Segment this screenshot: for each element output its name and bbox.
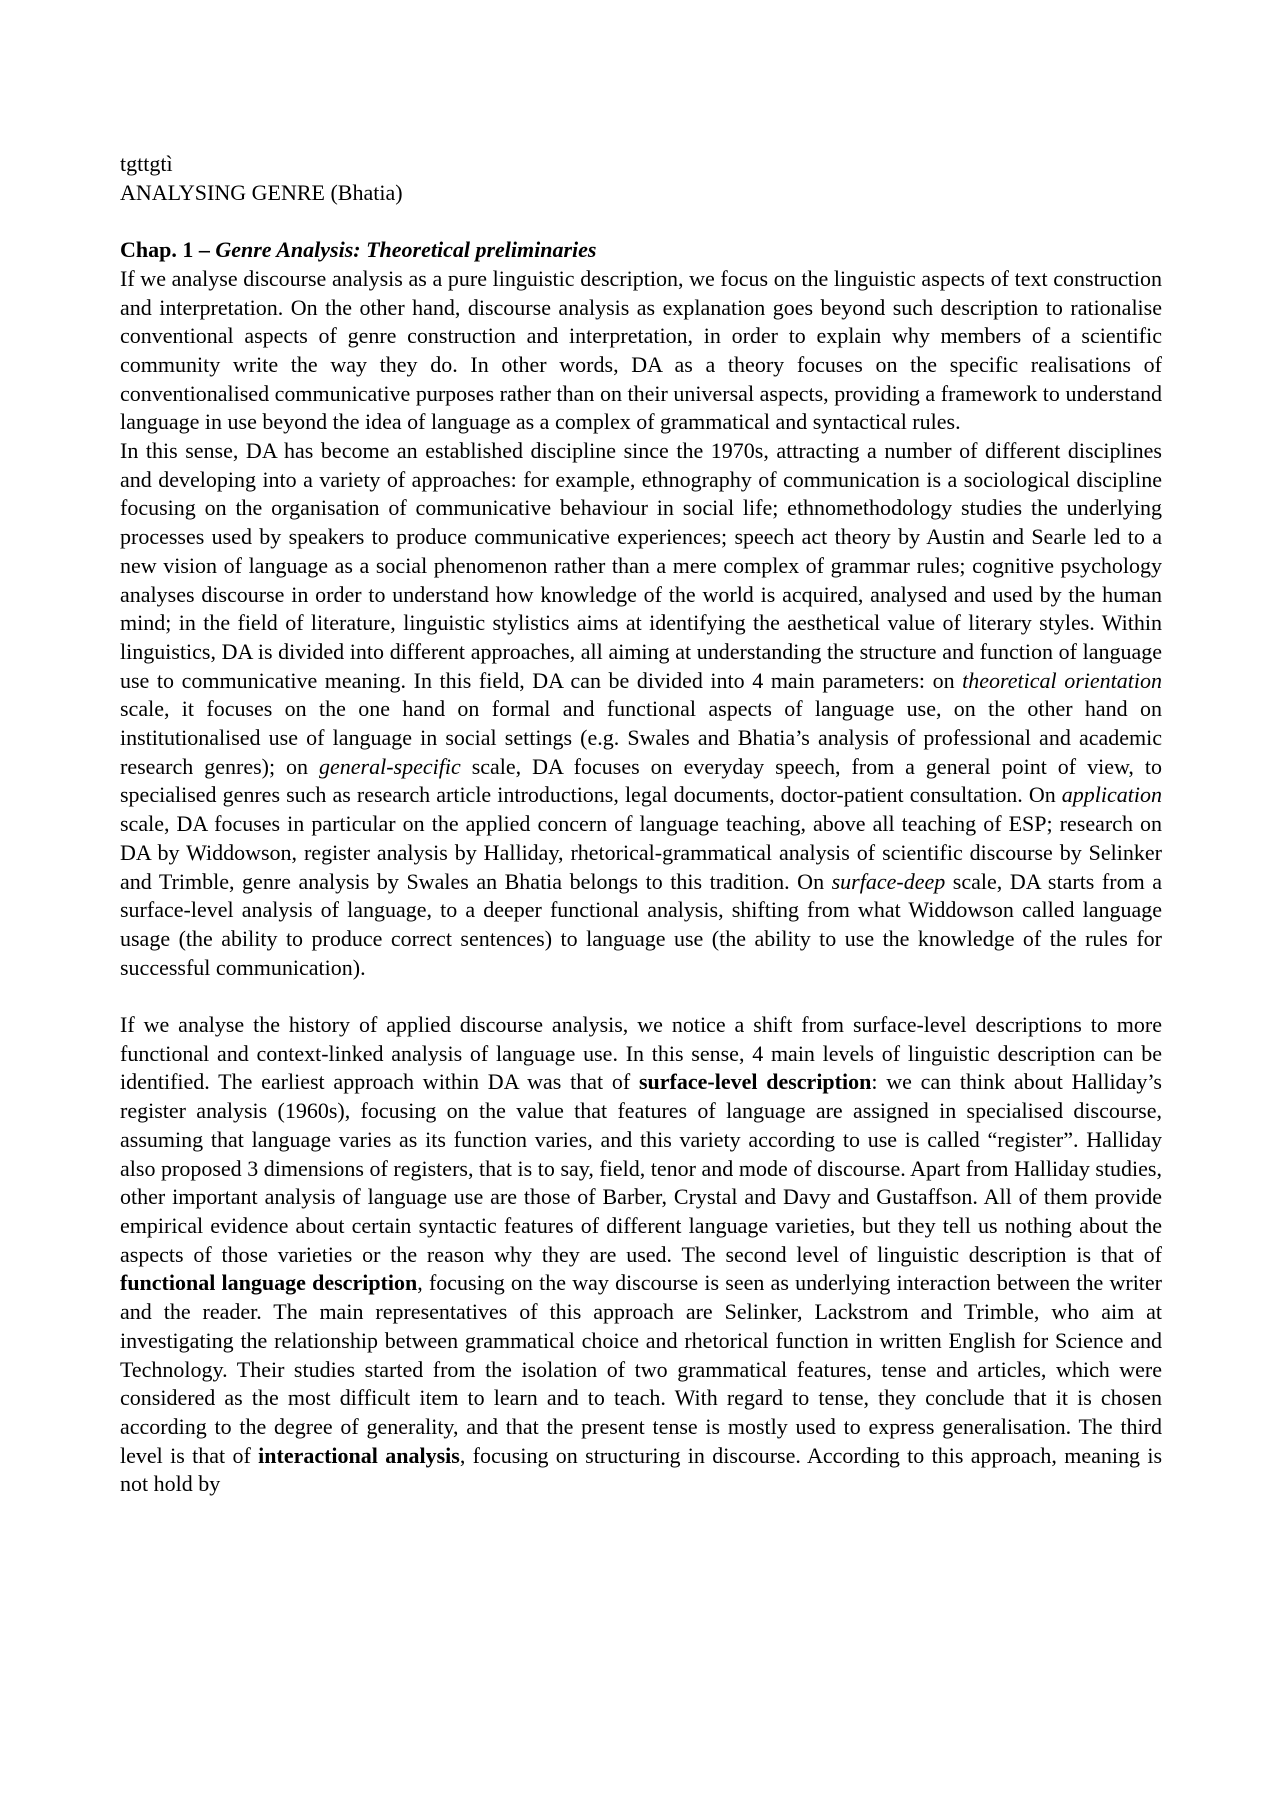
paragraph-3-text-a: If we analyse the history of applied discourse analysis, we notice a shift from surface-level descriptions to more functional and context-linked analysis of language use. In this sense, 4 main levels of linguistic description can be identified. The earliest approach within DA was that of <box>120 1012 1162 1095</box>
paragraph-2-text-c: scale, DA focuses on everyday speech, from a general point of view, to specialised genres such as research article introductions, legal documents, doctor-patient consultation. On <box>120 753 1162 808</box>
chapter-title: Genre Analysis: Theoretical preliminaries <box>215 237 597 263</box>
term-surface-level-description: surface-level description <box>638 1069 872 1095</box>
document-title: ANALYSING GENRE (Bhatia) <box>120 179 403 205</box>
paragraph-2-text-b: scale, it focuses on the one hand on formal and functional aspects of language use, on the other hand on institutionalised use of language in social settings (e.g. Swales and Bhatia’s analysis of professional and academic research genres); on <box>120 696 1162 779</box>
term-functional-language-description: functional language description <box>120 1270 418 1296</box>
document-page <box>120 150 1162 1499</box>
paragraph-2 <box>120 437 1162 982</box>
paragraph-3-text-b: : we can think about Halliday’s register analysis (1960s), focusing on the value that features of language are assigned in specialised discourse, assuming that language varies as its function varies, and this variety according to use is called “register”. Halliday also proposed 3 dimensions of registers, that is to say, field, tenor and mode of discourse. Apart from Halliday studies, other important analysis of language use are those of Barber, Crystal and Davy and Gustaffson. All of them provide empirical evidence about certain syntactic features of different language varieties, but they tell us nothing about the aspects of those varieties or the reason why they are used. The second level of linguistic description is that of <box>120 1069 1162 1267</box>
term-general-specific: general-specific <box>319 753 461 779</box>
header-line-1: tgttgtì <box>120 151 173 176</box>
paragraph-2-text-e: scale, DA starts from a surface-level analysis of language, to a deeper functional analysis, shifting from what Widdowson called language usage (the ability to produce correct sentences) to language use (the ability to use the knowledge of the rules for successful communication). <box>120 868 1162 980</box>
paragraph-3 <box>120 1011 1162 1499</box>
term-application: application <box>1061 782 1162 808</box>
chapter-heading <box>120 236 1162 265</box>
term-theoretical-orientation: theoretical orientation <box>962 667 1162 693</box>
paragraph-3-text-c: , focusing on the way discourse is seen as underlying interaction between the writer and the reader. The main representatives of this approach are Selinker, Lackstrom and Trimble, who aim at investigating the relationship between grammatical choice and rhetorical function in written English for Science and Technology. Their studies started from the isolation of two grammatical features, tense and articles, which were considered as the most difficult item to learn and to teach. With regard to tense, they conclude that it is chosen according to the degree of generality, and that the present tense is mostly used to express generalisation. The third level is that of <box>120 1270 1163 1468</box>
paragraph-1: If we analyse discourse analysis as a pure linguistic description, we focus on the linguistic aspects of text construction and interpretation. On the other hand, discourse analysis as explanation goes beyond such description to rationalise conventional aspects of genre construction and interpretation, in order to explain why members of a scientific community write the way they do. In other words, DA as a theory focuses on the specific realisations of conventionalised communicative purposes rather than on their universal aspects, providing a framework to understand language in use beyond the idea of language as a complex of grammatical and syntactical rules. <box>120 265 1162 435</box>
paragraph-2-text-a: In this sense, DA has become an established discipline since the 1970s, attracting a number of different disciplines and developing into a variety of approaches: for example, ethnography of communication is a sociological discipline focusing on the organisation of communicative behaviour in social life; ethnomethodology studies the underlying processes used by speakers to produce communicative experiences; speech act theory by Austin and Searle led to a new vision of language as a social phenomenon rather than a mere complex of grammar rules; cognitive psychology analyses discourse in order to understand how knowledge of the world is acquired, analysed and used by the human mind; in the field of literature, linguistic stylistics aims at identifying the aesthetical value of literary styles. Within linguistics, DA is divided into different approaches, all aiming at understanding the structure and function of language use to communicative meaning. In this field, DA can be divided into 4 main parameters: on <box>120 438 1162 693</box>
term-interactional-analysis: interactional analysis <box>258 1442 460 1468</box>
paragraph-3-text-d: , focusing on structuring in discourse. According to this approach, meaning is not hold by <box>120 1442 1163 1497</box>
term-surface-deep: surface-deep <box>831 868 946 894</box>
chapter-prefix: Chap. 1 – <box>120 237 216 263</box>
paragraph-2-text-d: scale, DA focuses in particular on the applied concern of language teaching, above all teaching of ESP; research on DA by Widdowson, register analysis by Halliday, rhetorical-grammatical analysis of scientific discourse by Selinker and Trimble, genre analysis by Swales an Bhatia belongs to this tradition. On <box>120 811 1162 894</box>
